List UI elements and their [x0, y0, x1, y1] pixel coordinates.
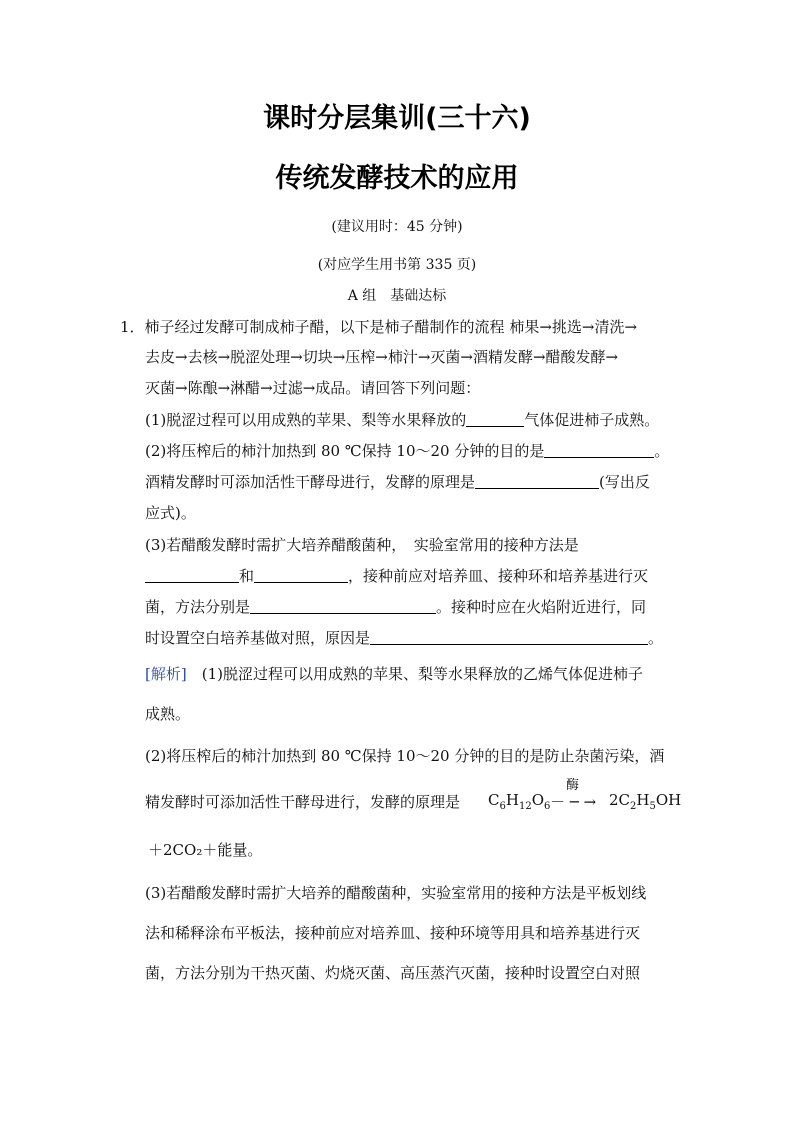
page-title: 课时分层集训(三十六) [263, 103, 531, 134]
answer-line-1 [145, 663, 643, 684]
answer-line-2: 成熟。 [145, 705, 191, 723]
answer-blank[interactable] [466, 411, 524, 427]
question-text: 。 [654, 442, 670, 460]
answer-blank[interactable] [370, 629, 648, 645]
question-line-1: 1．柿子经过发酵可制成柿子醋，以下是柿子醋制作的流程 柿果→挑选→清洗→ [120, 318, 638, 336]
answer-line-8: 菌，方法分别为干热灭菌、灼烧灭菌、高压蒸汽灭菌，接种时设置空白对照 [145, 964, 641, 982]
question-part-3-reason [145, 627, 663, 648]
answer-blank[interactable] [254, 567, 348, 583]
book-page-ref: (对应学生用书第 335 页) [317, 257, 477, 273]
question-text: 酒精发酵时可添加活性干酵母进行，发酵的原理是 [145, 473, 476, 491]
question-text: 。接种时应在火焰附近进行，同 [436, 598, 647, 616]
question-text: 气体促进柿子成熟。 [524, 411, 660, 429]
answer-blank[interactable] [145, 567, 239, 583]
question-text: ，接种前应对培养皿、接种环和培养基进行灭 [348, 567, 649, 585]
answer-line-6: (3)若醋酸发酵时需扩大培养的醋酸菌种，实验室常用的接种方法是平板划线 [145, 884, 647, 902]
answer-line-7: 法和稀释涂布平板法，接种前应对培养皿、接种环境等用具和培养基进行灭 [145, 924, 641, 942]
question-part-2-cont [145, 471, 650, 492]
answer-blank[interactable] [544, 442, 654, 458]
analysis-tag: [解析] [145, 665, 187, 683]
question-part-1 [145, 409, 659, 430]
question-part-3: (3)若醋酸发酵时需扩大培养醋酸菌种， 实验室常用的接种方法是 [145, 536, 579, 554]
glucose-formula: $C_6H_{12}O_6$ [488, 791, 551, 812]
answer-blank[interactable] [475, 473, 599, 489]
question-line-2: 去皮→去核→脱涩处理→切块→压榨→柿汁→灭菌→酒精发酵→醋酸发酵→ [145, 348, 619, 366]
answer-line-4: 精发酵时可添加活性干酵母进行，发酵的原理是 [145, 793, 461, 811]
ethanol-formula: $2C_2H_5OH$ [609, 791, 682, 812]
question-part-2 [145, 440, 669, 461]
suggested-time: (建议用时：45 分钟) [331, 219, 463, 235]
answer-line-5: ＋2CO₂＋能量。 [148, 841, 263, 859]
group-label: A 组 基础达标 [347, 288, 447, 304]
question-text: 菌，方法分别是 [145, 598, 251, 616]
question-part-3-methods [145, 596, 646, 617]
page-subtitle: 传统发酵技术的应用 [275, 163, 519, 194]
question-line-3: 灭菌→陈酿→淋醋→过滤→成品。请回答下列问题： [145, 379, 481, 397]
question-part-2-end: 应式)。 [145, 504, 196, 522]
reaction-arrow: － ─ → [550, 793, 597, 811]
enzyme-label: 酶 [566, 778, 580, 793]
question-text: (1)脱涩过程可以用成熟的苹果、梨等水果释放的 [145, 411, 467, 429]
answer-blank[interactable] [250, 598, 436, 614]
question-text: (2)将压榨后的柿汁加热到 80 ℃保持 10～20 分钟的目的是 [145, 442, 545, 460]
question-part-3-cont [145, 565, 648, 586]
answer-line-3: (2)将压榨后的柿汁加热到 80 ℃保持 10～20 分钟的目的是防止杂菌污染，酒 [145, 747, 665, 765]
question-text: 时设置空白培养基做对照，原因是 [145, 629, 371, 647]
answer-text: (1)脱涩过程可以用成熟的苹果、梨等水果释放的乙烯气体促进柿子 [186, 665, 643, 683]
question-text: (写出反 [599, 473, 650, 491]
question-text: 。 [648, 629, 664, 647]
question-text: 和 [239, 567, 255, 585]
